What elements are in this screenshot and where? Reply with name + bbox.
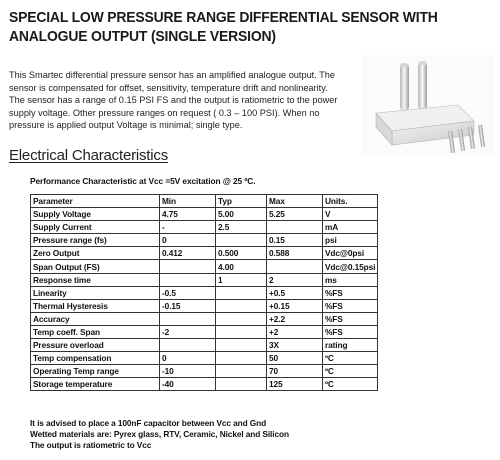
header-parameter: Parameter bbox=[31, 195, 160, 208]
cell-max: 125 bbox=[267, 378, 323, 391]
title-line-2: ANALOGUE OUTPUT (SINGLE VERSION) bbox=[9, 28, 276, 45]
cell-typ bbox=[216, 352, 267, 365]
cell-units: ºC bbox=[323, 378, 378, 391]
title-line-1: SPECIAL LOW PRESSURE RANGE DIFFERENTIAL SENSOR WITH bbox=[9, 9, 438, 26]
cell-min bbox=[160, 312, 216, 325]
notes bbox=[30, 418, 289, 451]
table-row bbox=[31, 365, 378, 378]
cell-typ bbox=[216, 339, 267, 352]
cell-typ bbox=[216, 365, 267, 378]
cell-parameter: Operating Temp range bbox=[31, 365, 160, 378]
cell-parameter: Span Output (FS) bbox=[31, 260, 160, 273]
table-row bbox=[31, 339, 378, 352]
table-row bbox=[31, 260, 378, 273]
cell-min: -40 bbox=[160, 378, 216, 391]
intro-line: The sensor has a range of 0.15 PSI FS and the output is ratiometric to the power bbox=[9, 95, 338, 105]
table-row bbox=[31, 352, 378, 365]
cell-min: 0 bbox=[160, 234, 216, 247]
section-title: Electrical Characteristics bbox=[9, 147, 169, 164]
sensor-photo bbox=[362, 55, 494, 157]
table-row bbox=[31, 299, 378, 312]
cell-min: -0.5 bbox=[160, 286, 216, 299]
cell-max bbox=[267, 260, 323, 273]
cell-units: ºC bbox=[323, 352, 378, 365]
cell-parameter: Temp coeff. Span bbox=[31, 325, 160, 338]
page-title bbox=[9, 8, 438, 46]
cell-units: ºC bbox=[323, 365, 378, 378]
table-row bbox=[31, 273, 378, 286]
intro-line: supply voltage. Other pressure ranges on request ( 0.3 – 100 PSI). When no bbox=[9, 107, 320, 118]
table-body bbox=[31, 208, 378, 391]
cell-min bbox=[160, 339, 216, 352]
cell-max: +0.15 bbox=[267, 299, 323, 312]
cell-units: ms bbox=[323, 273, 378, 286]
cell-units: psi bbox=[323, 234, 378, 247]
header-max: Max bbox=[267, 195, 323, 208]
cell-parameter: Thermal Hysteresis bbox=[31, 299, 160, 312]
intro-paragraph bbox=[9, 69, 354, 132]
cell-units: %FS bbox=[323, 299, 378, 312]
cell-units: rating bbox=[323, 339, 378, 352]
header-min: Min bbox=[160, 195, 216, 208]
cell-typ: 2.5 bbox=[216, 221, 267, 234]
cell-parameter: Pressure overload bbox=[31, 339, 160, 352]
note-line: Wetted materials are: Pyrex glass, RTV, Ceramic, Nickel and Silicon bbox=[30, 429, 289, 439]
cell-min: -0.15 bbox=[160, 299, 216, 312]
cell-max: 0.588 bbox=[267, 247, 323, 260]
intro-line: sensor is compensated for offset, sensitivity, temperature drift and nonlinearity. bbox=[9, 82, 328, 93]
cell-parameter: Supply Voltage bbox=[31, 208, 160, 221]
table-row bbox=[31, 247, 378, 260]
cell-typ: 1 bbox=[216, 273, 267, 286]
header-typ: Typ bbox=[216, 195, 267, 208]
cell-units: V bbox=[323, 208, 378, 221]
pressure-port-left bbox=[400, 65, 409, 110]
cell-typ: 0.500 bbox=[216, 247, 267, 260]
cell-typ: 5.00 bbox=[216, 208, 267, 221]
cell-parameter: Storage temperature bbox=[31, 378, 160, 391]
note-line: The output is ratiometric to Vcc bbox=[30, 440, 152, 450]
cell-typ bbox=[216, 299, 267, 312]
cell-parameter: Supply Current bbox=[31, 221, 160, 234]
table-row bbox=[31, 312, 378, 325]
cell-typ bbox=[216, 312, 267, 325]
cell-min: -2 bbox=[160, 325, 216, 338]
table-row bbox=[31, 378, 378, 391]
table-row bbox=[31, 234, 378, 247]
cell-min: 0.412 bbox=[160, 247, 216, 260]
table-row bbox=[31, 325, 378, 338]
pressure-port-right bbox=[418, 63, 427, 109]
cell-units: mA bbox=[323, 221, 378, 234]
cell-units: %FS bbox=[323, 325, 378, 338]
cell-units: %FS bbox=[323, 312, 378, 325]
cell-min: -10 bbox=[160, 365, 216, 378]
cell-parameter: Linearity bbox=[31, 286, 160, 299]
cell-units: Vdc@0.15psi bbox=[323, 260, 378, 273]
cell-typ bbox=[216, 325, 267, 338]
table-header-row bbox=[31, 195, 378, 208]
cell-parameter: Temp compensation bbox=[31, 352, 160, 365]
cell-units: %FS bbox=[323, 286, 378, 299]
cell-max: +2.2 bbox=[267, 312, 323, 325]
cell-max: 3X bbox=[267, 339, 323, 352]
cell-max bbox=[267, 221, 323, 234]
cell-min bbox=[160, 260, 216, 273]
cell-max: 50 bbox=[267, 352, 323, 365]
cell-typ bbox=[216, 378, 267, 391]
intro-line: This Smartec differential pressure sensor has an amplified analogue output. The bbox=[9, 70, 336, 80]
cell-max: 0.15 bbox=[267, 234, 323, 247]
cell-min: 0 bbox=[160, 352, 216, 365]
cell-min: - bbox=[160, 221, 216, 234]
cell-max: 2 bbox=[267, 273, 323, 286]
cell-parameter: Accuracy bbox=[31, 312, 160, 325]
cell-max: +2 bbox=[267, 325, 323, 338]
cell-typ bbox=[216, 286, 267, 299]
cell-max: +0.5 bbox=[267, 286, 323, 299]
table-row bbox=[31, 221, 378, 234]
cell-min bbox=[160, 273, 216, 286]
cell-typ bbox=[216, 234, 267, 247]
header-units: Units. bbox=[323, 195, 378, 208]
cell-max: 5.25 bbox=[267, 208, 323, 221]
cell-parameter: Response time bbox=[31, 273, 160, 286]
table-row bbox=[31, 208, 378, 221]
cell-max: 70 bbox=[267, 365, 323, 378]
note-line: It is advised to place a 100nF capacitor between Vcc and Gnd bbox=[30, 418, 267, 428]
cell-typ: 4.00 bbox=[216, 260, 267, 273]
table-row bbox=[31, 286, 378, 299]
cell-parameter: Zero Output bbox=[31, 247, 160, 260]
intro-line: pressure is applied output Voltage is minimal; single type. bbox=[9, 120, 243, 130]
performance-caption: Performance Characteristic at Vcc =5V excitation @ 25 ºC. bbox=[30, 176, 256, 186]
cell-min: 4.75 bbox=[160, 208, 216, 221]
cell-units: Vdc@0psi bbox=[323, 247, 378, 260]
cell-parameter: Pressure range (fs) bbox=[31, 234, 160, 247]
electrical-characteristics-table bbox=[30, 194, 378, 391]
